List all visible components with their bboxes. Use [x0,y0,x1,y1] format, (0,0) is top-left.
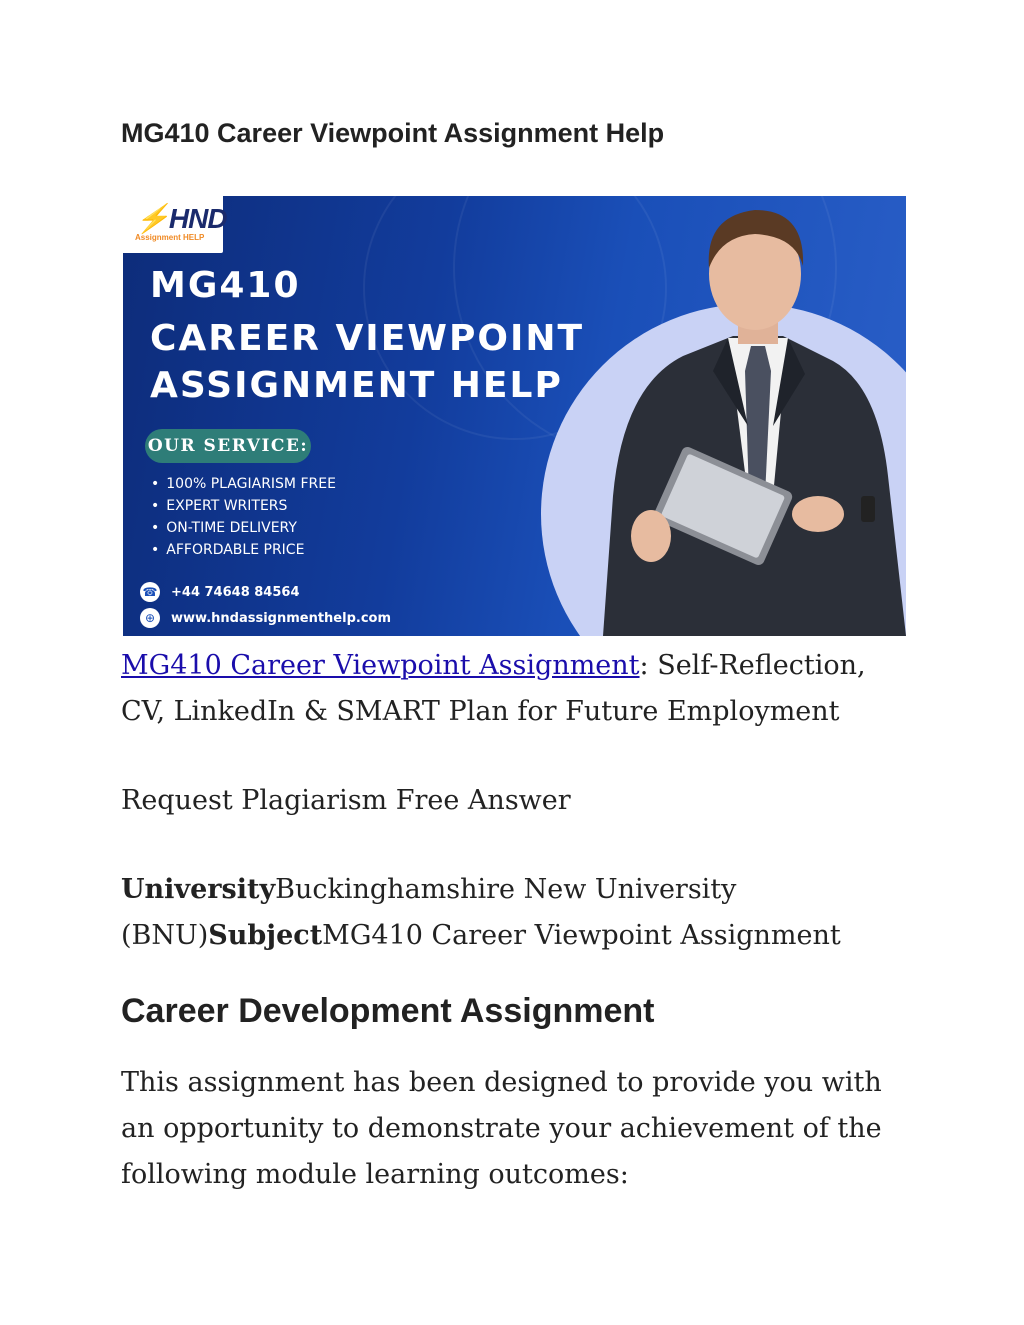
banner-title-line: ASSIGNMENT HELP [150,365,563,406]
promo-banner [123,196,906,636]
assignment-link[interactable]: MG410 Career Viewpoint Assignment [121,650,640,681]
logo-tagline: Assignment HELP [135,233,205,242]
brand-logo [123,196,227,253]
website-url: www.hndassignmenthelp.com [171,610,392,626]
banner-title-line: MG410 [150,265,301,306]
subject-label: Subject [208,920,323,951]
university-value: Buckinghamshire New University (BNU) [121,874,737,951]
service-item: • EXPERT WRITERS [151,495,336,517]
phone-icon: ☎ [140,582,160,602]
website-contact [140,607,391,629]
globe-icon: ⊕ [140,608,160,628]
service-item: • ON-TIME DELIVERY [151,517,336,539]
service-list [151,473,336,561]
logo-wordmark [135,202,227,235]
university-label: University [121,874,276,905]
section-heading: Career Development Assignment [121,992,655,1030]
intro-paragraph [121,643,911,735]
subject-value: MG410 Career Viewpoint Assignment [322,920,841,951]
service-item: • AFFORDABLE PRICE [151,539,336,561]
service-label: OUR SERVICE: [145,429,311,463]
request-text: Request Plagiarism Free Answer [121,785,571,816]
bolt-icon: ⚡ [135,203,169,234]
phone-contact [140,581,300,603]
intro-text: : Self-Reflection, CV, LinkedIn & SMART Plan for Future Employment [121,650,866,727]
banner-title-line: CAREER VIEWPOINT [150,318,585,359]
logo-text: HND [168,203,227,234]
meta-info [121,867,911,959]
page-title: MG410 Career Viewpoint Assignment Help [121,118,665,148]
businessman-illustration [533,196,906,636]
service-item: • 100% PLAGIARISM FREE [151,473,336,495]
section-body: This assignment has been designed to provide you with an opportunity to demonstrate your achievement of the following module learning outcomes: [121,1067,882,1190]
phone-number: +44 74648 84564 [171,584,300,600]
